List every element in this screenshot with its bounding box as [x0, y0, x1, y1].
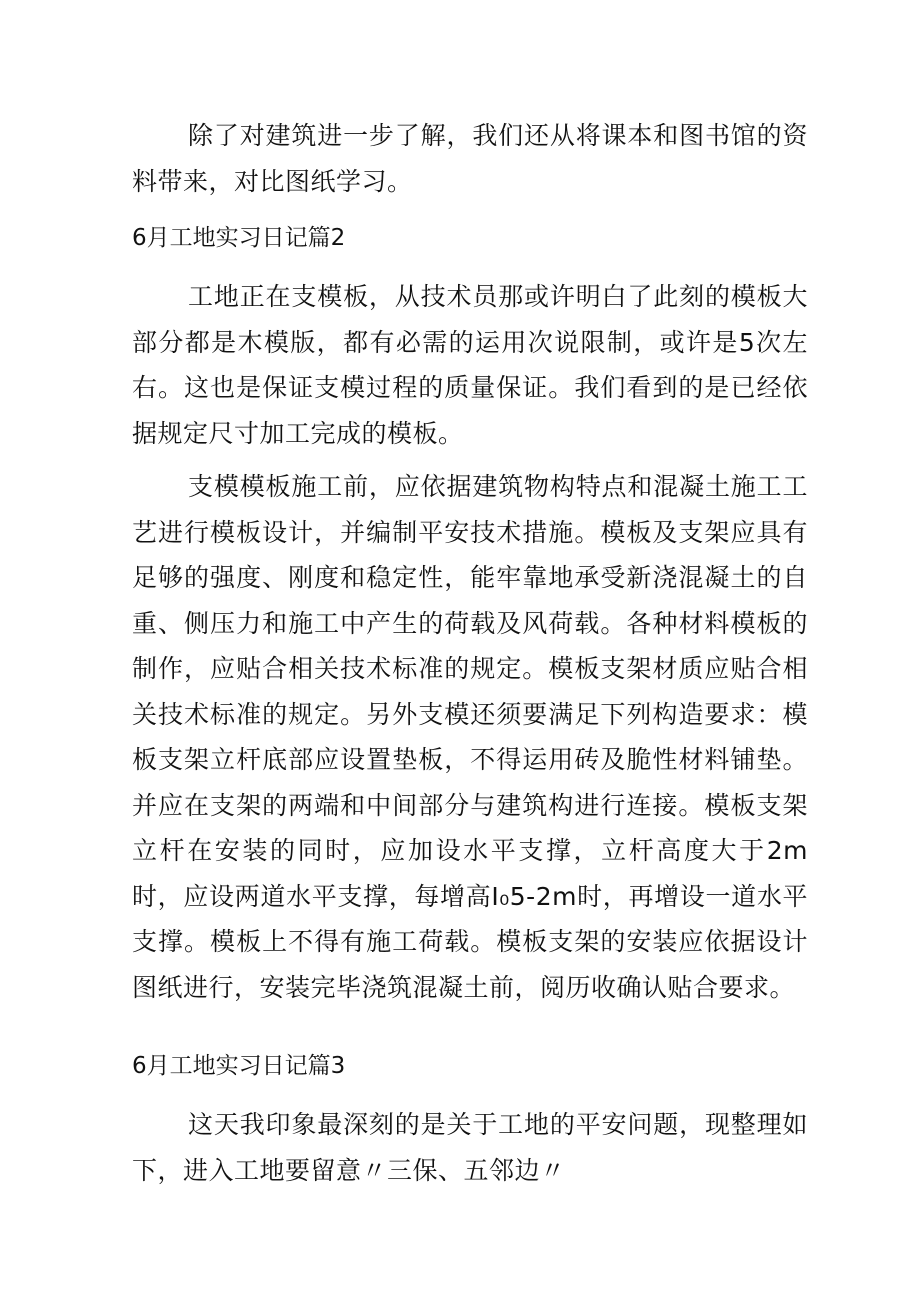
paragraph-intro: 除了对建筑进一步了解，我们还从将课本和图书馆的资料带来，对比图纸学习。	[132, 121, 808, 196]
section-heading-3: 6月工地实习日记篇3	[132, 1053, 346, 1079]
paragraph-formwork-rules: 支模模板施工前，应依据建筑物构特点和混凝土施工工艺进行模板设计，并编制平安技术措施。模板及支架应具有足够的强度、刚度和稳定性，能牢靠地承受新浇混凝土的自重、侧压力和施工中产生的荷载及风荷载。各种材料模板的制作，应贴合相关技术标准的规定。模板支架材质应贴合相关技术标准的规定。另外支模还须要满足下列构造要求：模板支架立杆底部应设置垫板，不得运用砖及脆性材料铺垫。并应在支架的两端和中间部分与建筑构进行连接。模板支架立杆在安装的同时，应加设水平支撑，立杆高度大于2m时，应设两道水平支撑，每增高I₀5-2m时，再增设一道水平支撑。模板上不得有施工荷载。模板支架的安装应依据设计图纸进行，安装完毕浇筑混凝土前，阅历收确认贴合要求。	[132, 472, 808, 1002]
paragraph-formwork-intro: 工地正在支模板，从技术员那或许明白了此刻的模板大部分都是木模版，都有必需的运用次说限制，或许是5次左右。这也是保证支模过程的质量保证。我们看到的是已经依据规定尺寸加工完成的模板。	[132, 282, 808, 448]
paragraph-safety: 这天我印象最深刻的是关于工地的平安问题，现整理如下，进入工地要留意〃三保、五邻边〃	[132, 1110, 808, 1185]
section-heading-2: 6月工地实习日记篇2	[132, 225, 346, 251]
